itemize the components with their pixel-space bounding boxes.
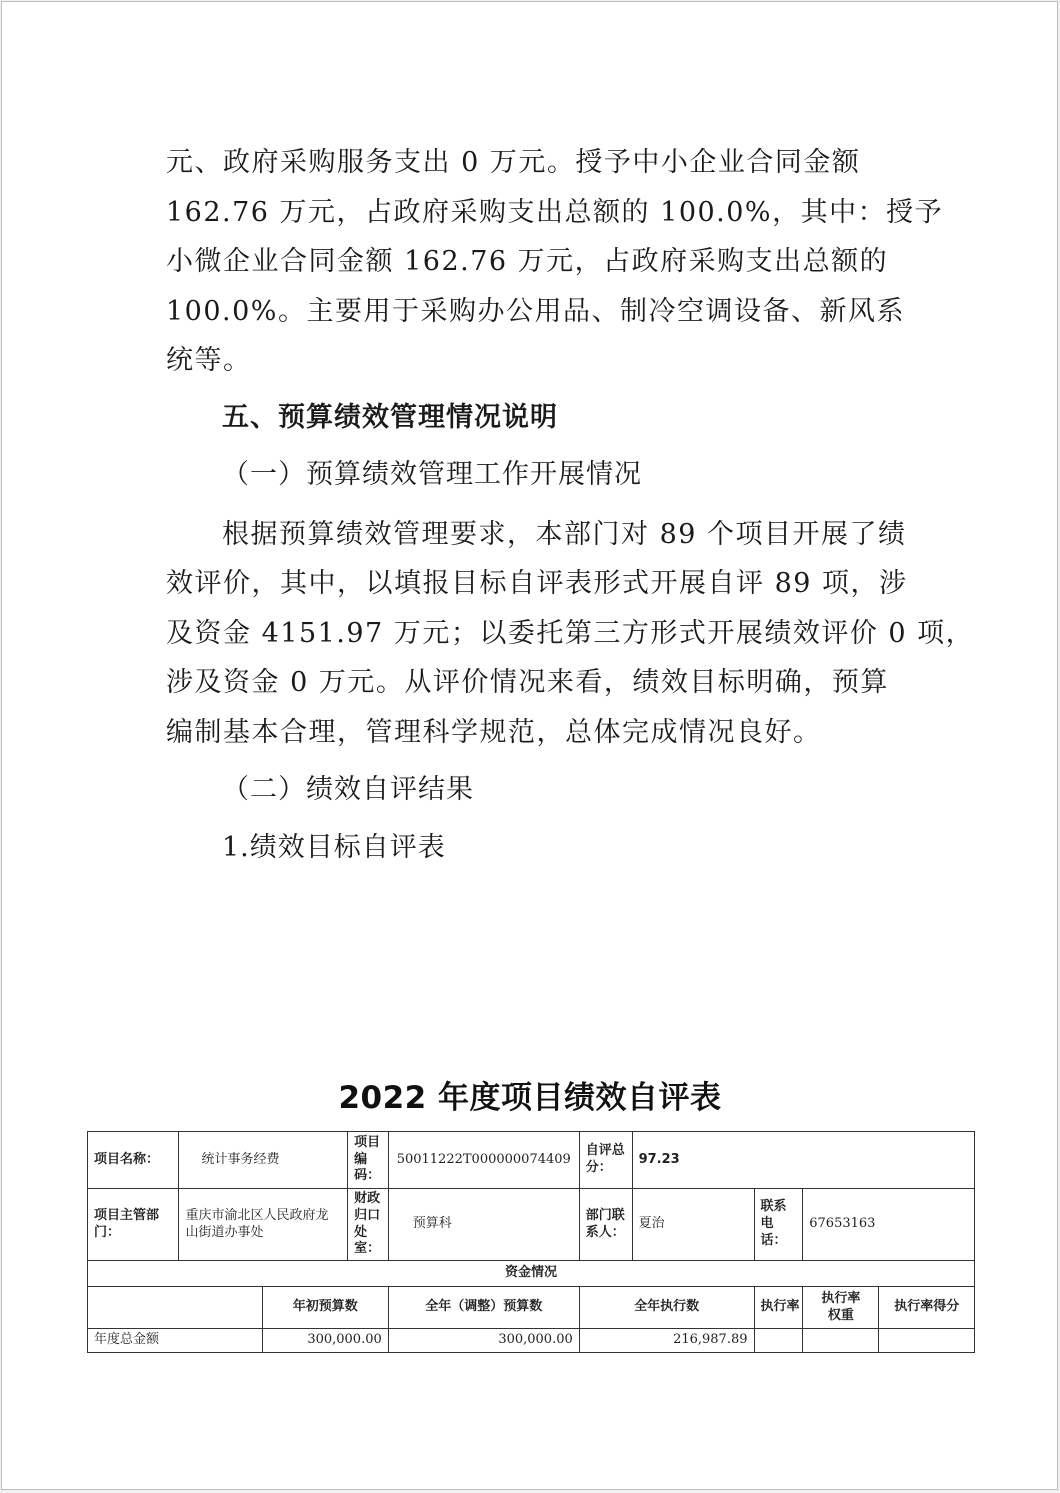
subsection-1-heading: （一）预算绩效管理工作开展情况 xyxy=(222,459,642,490)
body-line-1: 元、政府采购服务支出 0 万元。授予中小企业合同金额 xyxy=(166,147,861,178)
project-code-label: 项目编码： xyxy=(348,1132,389,1189)
body-line-3: 小微企业合同金额 162.76 万元，占政府采购支出总额的 xyxy=(166,246,889,277)
item-1-heading: 1.绩效目标自评表 xyxy=(222,832,446,863)
column-header-initial-budget: 年初预算数 xyxy=(262,1287,388,1329)
contact-phone-label: 联系电话： xyxy=(754,1189,803,1261)
self-score-value: 97.23 xyxy=(632,1132,974,1189)
sub1-line-5: 编制基本合理，管理科学规范，总体完成情况良好。 xyxy=(166,717,822,748)
table-row-project xyxy=(88,1132,975,1189)
sub1-line-1: 根据预算绩效管理要求，本部门对 89 个项目开展了绩 xyxy=(222,519,907,550)
performance-evaluation-table xyxy=(87,1131,975,1353)
table-row-funds-header xyxy=(88,1261,975,1287)
table-title: 2022 年度项目绩效自评表 xyxy=(338,1080,722,1116)
sub1-line-3: 及资金 4151.97 万元；以委托第三方形式开展绩效评价 0 项， xyxy=(166,618,975,649)
table-row xyxy=(88,1329,975,1353)
body-line-2: 162.76 万元，占政府采购支出总额的 100.0%，其中：授予 xyxy=(166,197,944,228)
sub1-line-4: 涉及资金 0 万元。从评价情况来看，绩效目标明确，预算 xyxy=(166,667,889,698)
subsection-2-heading: （二）绩效自评结果 xyxy=(222,774,474,805)
column-header-execution-rate: 执行率 xyxy=(754,1287,803,1329)
table-row-department xyxy=(88,1189,975,1261)
row-label-annual-total: 年度总金额 xyxy=(88,1329,263,1353)
column-header-rate-score: 执行率得分 xyxy=(879,1287,975,1329)
cell-executed: 216,987.89 xyxy=(579,1329,754,1353)
column-header-blank xyxy=(88,1287,263,1329)
contact-person-value: 夏治 xyxy=(632,1189,754,1261)
cell-execution-rate xyxy=(754,1329,803,1353)
column-header-adjusted-budget: 全年（调整）预算数 xyxy=(388,1287,579,1329)
sub1-line-2: 效评价，其中，以填报目标自评表形式开展自评 89 项，涉 xyxy=(166,568,908,599)
project-name-label: 项目名称： xyxy=(88,1132,179,1189)
table-row-column-headers xyxy=(88,1287,975,1329)
cell-rate-weight xyxy=(803,1329,879,1353)
self-score-label: 自评总分： xyxy=(579,1132,632,1189)
project-code-value: 50011222T000000074409 xyxy=(388,1132,579,1189)
finance-office-label: 财政归口处室： xyxy=(348,1189,389,1261)
funds-section-header: 资金情况 xyxy=(88,1261,975,1287)
column-header-executed: 全年执行数 xyxy=(579,1287,754,1329)
department-value: 重庆市渝北区人民政府龙山街道办事处 xyxy=(179,1189,348,1261)
contact-phone-value: 67653163 xyxy=(803,1189,975,1261)
body-line-4: 100.0%。主要用于采购办公用品、制冷空调设备、新风系 xyxy=(166,296,905,327)
contact-person-label: 部门联系人： xyxy=(579,1189,632,1261)
body-line-5: 统等。 xyxy=(166,345,252,376)
cell-initial-budget: 300,000.00 xyxy=(262,1329,388,1353)
cell-rate-score xyxy=(879,1329,975,1353)
project-name-value: 统计事务经费 xyxy=(179,1132,348,1189)
column-header-rate-weight: 执行率权重 xyxy=(803,1287,879,1329)
finance-office-value: 预算科 xyxy=(388,1189,579,1261)
section-5-heading: 五、预算绩效管理情况说明 xyxy=(222,402,558,433)
cell-adjusted-budget: 300,000.00 xyxy=(388,1329,579,1353)
department-label: 项目主管部门： xyxy=(88,1189,179,1261)
